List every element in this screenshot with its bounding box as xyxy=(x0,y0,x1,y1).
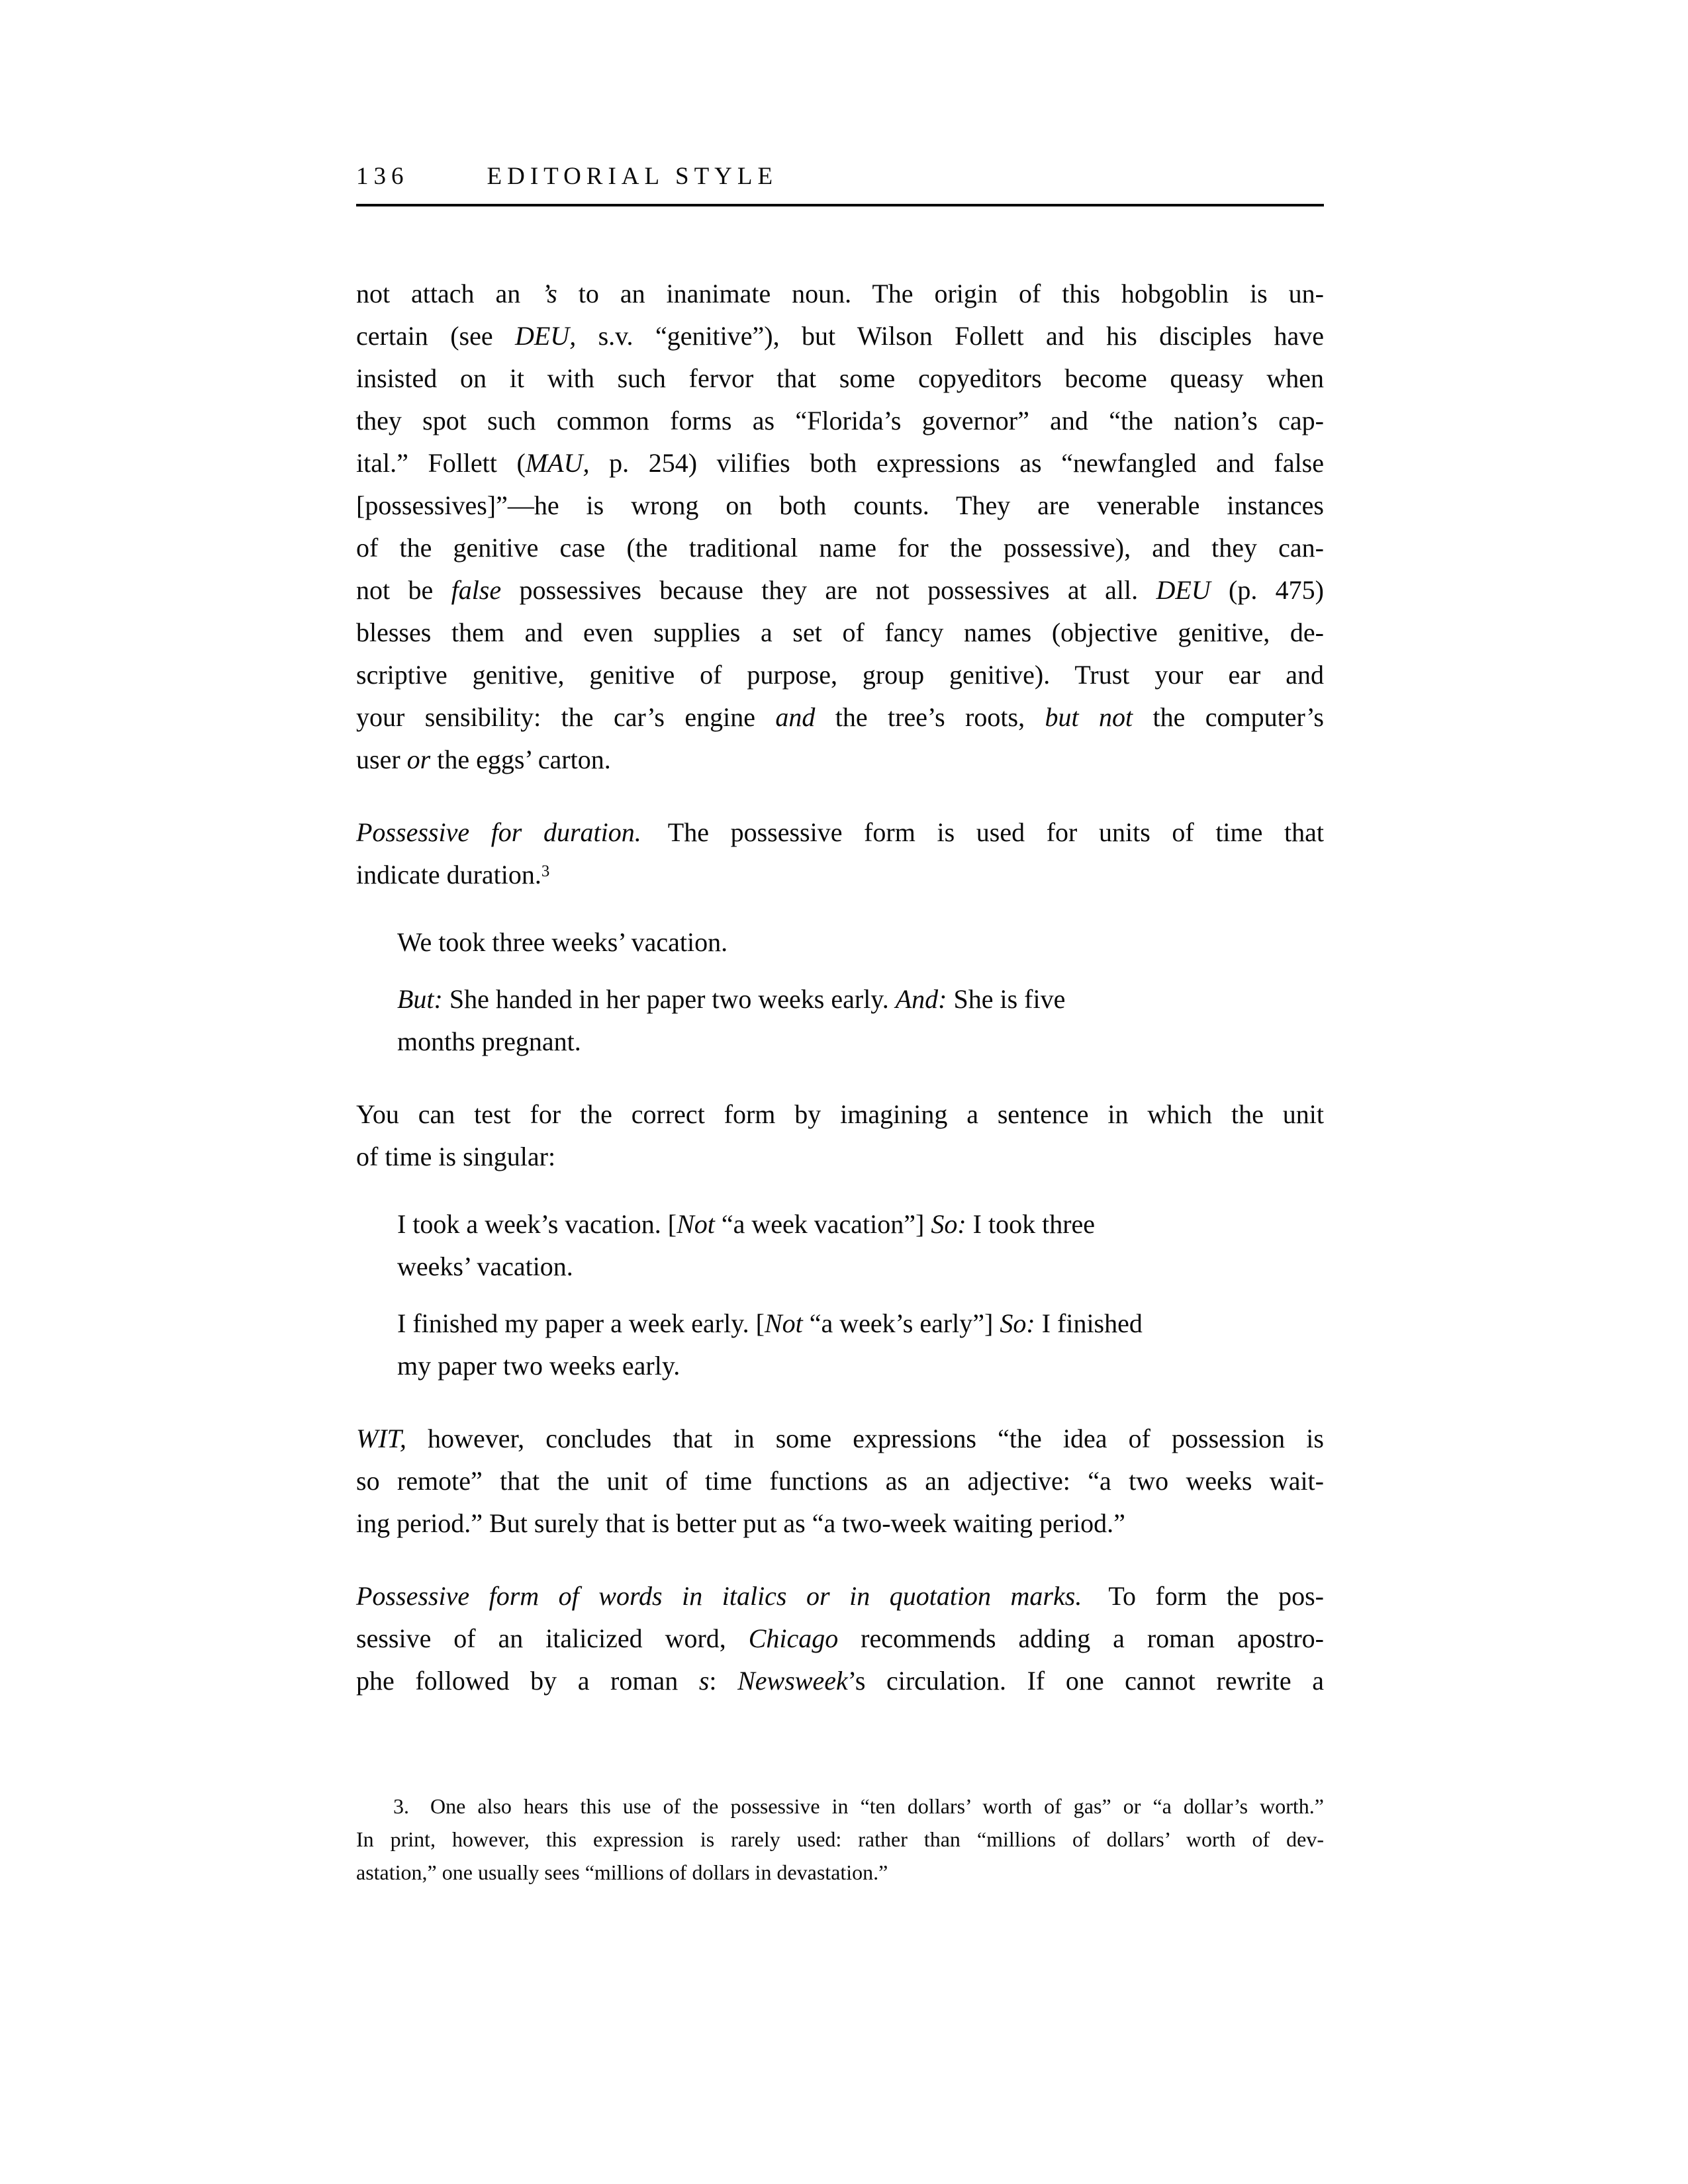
text-line: your sensibility: the car’s engine and the tree’s roots, but not the computer’s xyxy=(356,702,1324,732)
text-line: ital.” Follett (MAU, p. 254) vilifies both expressions as “newfangled and false xyxy=(356,448,1325,478)
text-line: But: She handed in her paper two weeks early. And: She is five xyxy=(397,984,1066,1014)
text-line: indicate duration.$^3$ xyxy=(356,860,550,889)
page-body xyxy=(356,273,1324,1889)
text-block xyxy=(356,159,1324,1889)
text-line: weeks’ vacation. xyxy=(397,1251,573,1281)
text-line: phe followed by a roman s: Newsweek’s circulation. If one cannot rewrite a xyxy=(356,1666,1324,1696)
text-line: I finished my paper a week early. [Not “a week’s early”] So: I finished xyxy=(397,1308,1143,1338)
example-weeks-vacation-test xyxy=(397,1203,1324,1288)
text-line: of the genitive case (the traditional name for the possessive), and they can- xyxy=(356,533,1324,563)
text-line: my paper two weeks early. xyxy=(397,1351,680,1381)
text-line: In print, however, this expression is rarely used: rather than “millions of dollars’ worth of dev- xyxy=(356,1827,1324,1851)
footnote-reference: 3 xyxy=(541,862,550,880)
text-line: user or the eggs’ carton. xyxy=(356,745,611,774)
text-line: blesses them and even supplies a set of fancy names (objective genitive, de- xyxy=(356,617,1324,647)
text-line: WIT, however, concludes that in some expressions “the idea of possession is xyxy=(356,1424,1324,1453)
text-line: scriptive genitive, genitive of purpose, group genitive). Trust your ear and xyxy=(356,660,1324,690)
example-week-early-test xyxy=(397,1302,1324,1387)
section-possessive-for-duration xyxy=(356,811,1324,896)
text-line: I took a week’s vacation. [Not “a week vacation”] So: I took three xyxy=(397,1209,1096,1239)
page-number: 136 xyxy=(356,163,409,190)
text-line: ing period.” But surely that is better put as “a two-week waiting period.” xyxy=(356,1508,1125,1538)
text-line: months pregnant. xyxy=(397,1026,581,1056)
text-line: Possessive for duration. The possessive form is used for units of time that xyxy=(356,817,1325,847)
text-line: [possessives]”—he is wrong on both counts. They are venerable instances xyxy=(356,490,1324,520)
text-line: not attach an ’s to an inanimate noun. The origin of this hobgoblin is un- xyxy=(356,279,1324,308)
text-line: 3. One also hears this use of the possessive in “ten dollars’ worth of gas” or “a dollar’s worth.” xyxy=(393,1794,1324,1818)
example-but-and xyxy=(397,978,1324,1063)
text-line: Possessive form of words in italics or in quotation marks. To form the pos- xyxy=(356,1581,1324,1611)
text-line: We took three weeks’ vacation. xyxy=(397,927,728,957)
text-line: insisted on it with such fervor that some copyeditors become queasy when xyxy=(356,363,1324,393)
header-rule xyxy=(356,204,1324,206)
text-line: sessive of an italicized word, Chicago recommends adding a roman apostro- xyxy=(356,1623,1324,1653)
paragraph-genitive-continuation xyxy=(356,273,1324,781)
text-line: they spot such common forms as “Florida’s governor” and “the nation’s cap- xyxy=(356,406,1324,435)
text-line: so remote” that the unit of time functions as an adjective: “a two weeks wait- xyxy=(356,1466,1324,1496)
text-line: of time is singular: xyxy=(356,1142,556,1171)
text-line: You can test for the correct form by imagining a sentence in which the unit xyxy=(356,1099,1324,1129)
footnote-3 xyxy=(356,1790,1324,1889)
running-head-title: EDITORIAL STYLE xyxy=(487,163,778,190)
paragraph-wit-adjective xyxy=(356,1418,1324,1545)
section-possessive-italics-quotation-marks xyxy=(356,1575,1324,1702)
text-line: certain (see DEU, s.v. “genitive”), but Wilson Follett and his disciples have xyxy=(356,321,1325,351)
running-header xyxy=(356,159,1324,195)
paragraph-test-for-correct-form xyxy=(356,1093,1324,1178)
example-three-weeks-vacation xyxy=(397,921,1324,964)
text-line: astation,” one usually sees “millions of dollars in devastation.” xyxy=(356,1860,888,1884)
text-line: not be false possessives because they are not possessives at all. DEU (p. 475) xyxy=(356,575,1324,605)
